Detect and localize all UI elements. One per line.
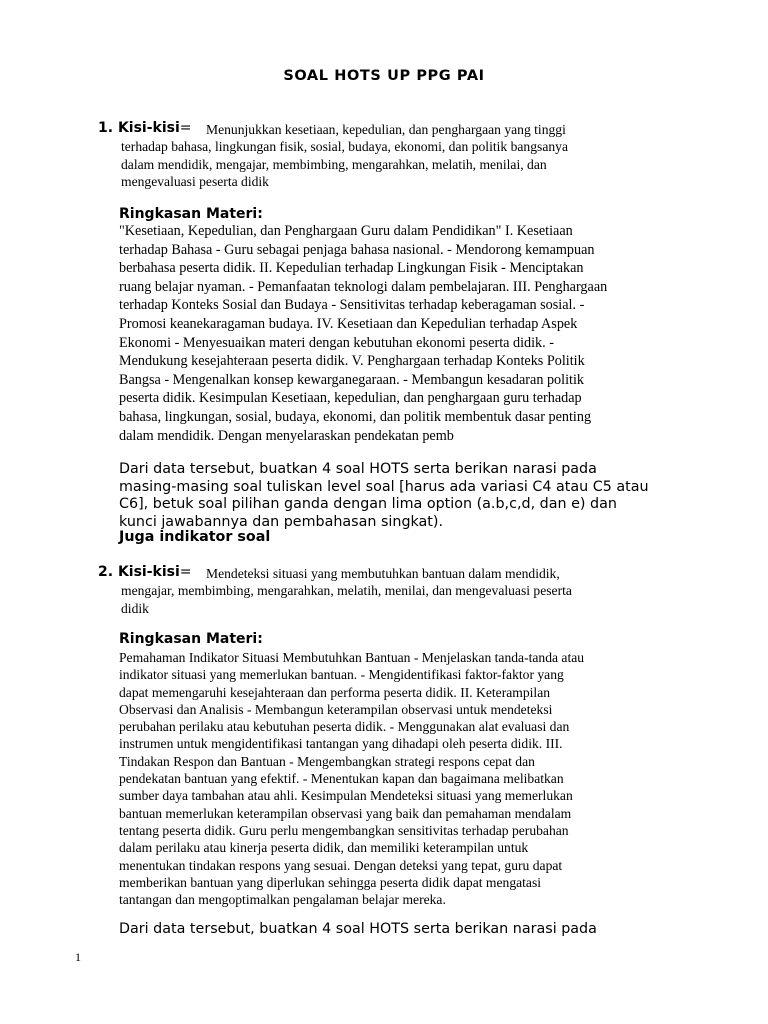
materi-line: tantangan dan mengoptimalkan pengalaman belajar mereka. — [119, 892, 446, 908]
materi-line: peserta didik. Kesimpulan Kesetiaan, kepedulian, dan penghargaan guru terhadap — [119, 390, 582, 407]
item-1-heading — [98, 120, 192, 136]
materi-line: indikator situasi yang memerlukan bantuan. - Mengidentifikasi faktor-faktor yang — [119, 667, 564, 683]
item-2-instruksi — [119, 921, 699, 939]
materi-line: bantuan memerlukan keterampilan observasi yang baik dan pemahaman mendalam — [119, 805, 572, 821]
materi-line: terhadap Konteks Sosial dan Budaya - Sensitivitas terhadap keberagaman sosial. - — [119, 297, 585, 314]
materi-line: tentang peserta didik. Guru perlu mengembangkan sensitivitas terhadap perubahan — [119, 822, 569, 838]
materi-line: Mendukung kesejahteraan peserta didik. V. Penghargaan terhadap Konteks Politik — [119, 353, 585, 370]
kisi-line: mengevaluasi peserta didik — [121, 174, 269, 190]
materi-line: bahasa, lingkungan, sosial, budaya, ekonomi, dan politik membentuk dasar penting — [119, 408, 592, 425]
item-2-materi — [119, 649, 684, 908]
materi-line: perubahan perilaku atau kebutuhan peserta didik. - Menggunakan alat evaluasi dan — [119, 719, 570, 735]
item-1-kisi-continuation — [121, 138, 681, 191]
instruksi-line: kunci jawabannya dan pembahasan singkat). — [119, 513, 444, 530]
materi-line: sumber daya tambahan atau ahli. Kesimpulan Mendeteksi situasi yang memerlukan — [119, 788, 573, 804]
item-1-instruksi — [119, 461, 699, 531]
item-2-equals: = — [179, 564, 192, 580]
kisi-line: terhadap bahasa, lingkungan fisik, sosial, budaya, ekonomi, dan politik bangsanya — [121, 139, 568, 154]
materi-line: menentukan tindakan respons yang sesuai. Dengan deteksi yang tepat, guru dapat — [119, 857, 563, 873]
materi-line: ruang belajar nyaman. - Pemanfaatan teknologi dalam pembelajaran. III. Penghargaan — [119, 278, 608, 295]
item-2-heading — [98, 564, 192, 580]
materi-line: dapat memengaruhi kesejahteraan dan performa peserta didik. II. Keterampilan — [119, 684, 551, 700]
instruksi-line: Dari data tersebut, buatkan 4 soal HOTS serta berikan narasi pada — [119, 461, 597, 477]
item-1-kisi-first-line: Menunjukkan kesetiaan, kepedulian, dan penghargaan yang tinggi — [206, 122, 566, 137]
materi-line: memberikan bantuan yang diperlukan sehingga peserta didik dapat mengatasi — [119, 874, 542, 890]
instruksi-line: C6], betuk soal pilihan ganda dengan lima option (a.b,c,d, dan e) dan — [119, 496, 617, 513]
materi-line: Bangsa - Mengenalkan konsep kewarganegaraan. - Membangun kesadaran politik — [119, 371, 585, 388]
item-1-kisi-label: Kisi-kisi — [117, 120, 180, 136]
item-2-kisi-first-line: Mendeteksi situasi yang membutuhkan bantuan dalam mendidik, — [206, 566, 560, 581]
item-2-number: 2. — [98, 564, 114, 580]
item-2-kisi-label: Kisi-kisi — [117, 564, 180, 580]
item-2-ringkasan-label: Ringkasan Materi: — [119, 631, 263, 647]
kisi-line: didik — [121, 600, 149, 616]
item-1-number: 1. — [98, 120, 114, 136]
materi-line: terhadap Bahasa - Guru sebagai penjaga bahasa nasional. - Mendorong kemampuan — [119, 241, 595, 258]
materi-line: "Kesetiaan, Kepedulian, dan Penghargaan Guru dalam Pendidikan" I. Kesetiaan — [119, 223, 573, 239]
item-1-materi — [119, 222, 674, 445]
instruksi-line: masing-masing soal tuliskan level soal [harus ada variasi C4 atau C5 atau — [119, 478, 649, 495]
kisi-line: mengajar, membimbing, mengarahkan, melatih, menilai, dan mengevaluasi peserta — [121, 583, 572, 598]
materi-line: Promosi keanekaragaman budaya. IV. Kesetiaan dan Kepedulian terhadap Aspek — [119, 315, 578, 332]
item-1-ringkasan-label: Ringkasan Materi: — [119, 206, 263, 222]
materi-line: dalam perilaku atau kinerja peserta didik, dan memiliki keterampilan untuk — [119, 840, 529, 856]
materi-line: Observasi dan Analisis - Membangun keterampilan observasi untuk mendeteksi — [119, 701, 553, 717]
materi-line: Ekonomi - Menyesuaikan materi dengan kebutuhan ekonomi peserta didik. - — [119, 334, 554, 351]
materi-line: pendekatan bantuan yang efektif. - Menentukan kapan dan bagaimana melibatkan — [119, 771, 564, 787]
instruksi-line: Dari data tersebut, buatkan 4 soal HOTS serta berikan narasi pada — [119, 921, 597, 937]
materi-line: Tindakan Respon dan Bantuan - Mengembangkan strategi respons cepat dan — [119, 753, 535, 769]
item-1-indikator: Juga indikator soal — [119, 529, 271, 545]
page-number: 1 — [75, 950, 81, 964]
document-title: SOAL HOTS UP PPG PAI — [283, 68, 485, 84]
materi-line: dalam mendidik. Dengan menyelaraskan pendekatan pemb — [119, 427, 454, 444]
item-1-equals: = — [179, 120, 192, 136]
materi-line: berbahasa peserta didik. II. Kepedulian terhadap Lingkungan Fisik - Menciptakan — [119, 260, 584, 277]
kisi-line: dalam mendidik, mengajar, membimbing, mengarahkan, melatih, menilai, dan — [121, 156, 547, 172]
materi-line: instrumen untuk mengidentifikasi tantangan yang dihadapi oleh peserta didik. III. — [119, 736, 563, 752]
materi-line: Pemahaman Indikator Situasi Membutuhkan Bantuan - Menjelaskan tanda-tanda atau — [119, 650, 585, 665]
item-2-kisi-continuation — [121, 582, 681, 617]
